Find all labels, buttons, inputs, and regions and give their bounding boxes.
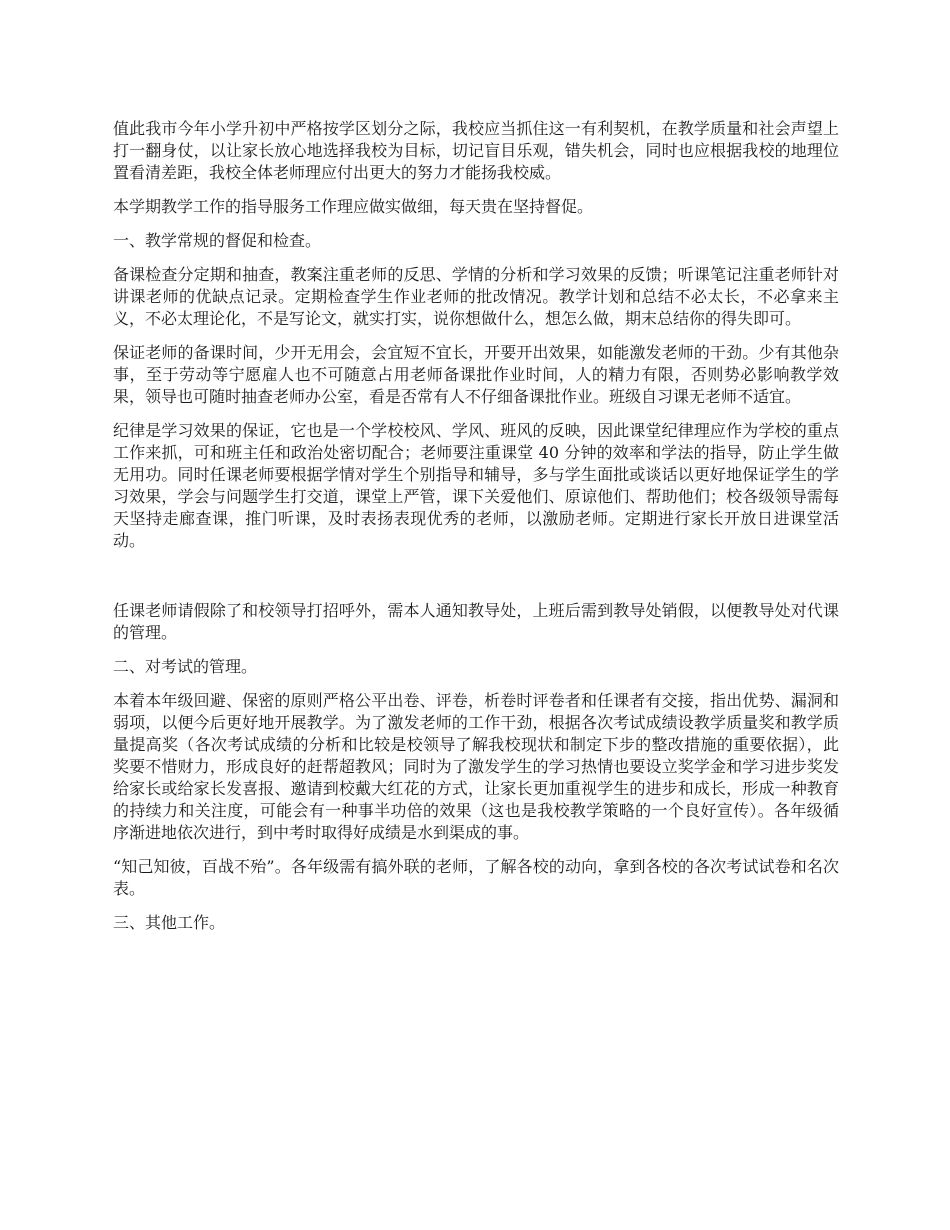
blank-gap	[113, 564, 839, 600]
paragraph-exam-management: 本着本年级回避、保密的原则严格公平出卷、评卷，析卷时评卷者和任课者有交接，指出优势、漏洞和弱项，以便今后更好地开展教学。为了激发老师的工作干劲，根据各次考试成绩设教学质量奖和教学质量提高奖（各次考试成绩的分析和比较是校领导了解我校现状和制定下步的整改措施的重要依据），此奖要不惜财力，形成良好的赶帮超教风；同时为了激发学生的学习热情也要设立奖学金和学习进步奖发给家长或给家长发喜报、邀请到校戴大红花的方式，让家长更加重视学生的进步和成长，形成一种教育的持续力和关注度，可能会有一种事半功倍的效果（这也是我校教学策略的一个良好宣传）。各年级循序渐进地依次进行，到中考时取得好成绩是水到渠成的事。	[113, 691, 839, 842]
paragraph-discipline: 纪律是学习效果的保证，它也是一个学校校风、学风、班风的反映，因此课堂纪律理应作为学校的重点工作来抓，可和班主任和政治处密切配合；老师要注重课堂 40 分钟的效率和学法的指导，防止学生做无用功。同时任课老师要根据学情对学生个别指导和辅导，多与学生面批或谈话以更好地保证学生的学习效果，学会与问题学生打交道，课堂上严管，课下关爱他们、原谅他们、帮助他们；校各级领导需每天坚持走廊查课，推门听课，及时表扬表现优秀的老师，以激励老师。定期进行家长开放日进课堂活动。	[113, 421, 839, 550]
paragraph-prep-time: 保证老师的备课时间，少开无用会，会宜短不宜长，开要开出效果，如能激发老师的干劲。少有其他杂事，至于劳动等宁愿雇人也不可随意占用老师备课批作业时间，人的精力有限，否则势必影响教学效果，领导也可随时抽查老师办公室，看是否常有人不仔细备课批作业。班级自习课无老师不适宜。	[113, 343, 839, 406]
section-heading-3: 三、其他工作。	[113, 913, 226, 932]
paragraph-lesson-check: 备课检查分定期和抽查，教案注重老师的反思、学情的分析和学习效果的反馈；听课笔记注重老师针对讲课老师的优缺点记录。定期检查学生作业老师的批改情况。教学计划和总结不必太长，不必拿来主义，不必太理论化，不是写论文，就实打实，说你想做什么，想怎么做，期末总结你的得失即可。	[113, 265, 839, 328]
section-heading-1: 一、教学常规的督促和检查。	[113, 231, 322, 250]
paragraph-leave: 任课老师请假除了和校领导打招呼外，需本人通知教导处，上班后需到教导处销假，以便教导处对代课的管理。	[113, 601, 839, 642]
paragraph-guidance: 本学期教学工作的指导服务工作理应做实做细，每天贵在坚持督促。	[113, 197, 594, 216]
paragraph-know-yourself: “知己知彼，百战不殆”。各年级需有搞外联的老师，了解各校的动向，拿到各校的各次考试试卷和名次表。	[113, 857, 839, 898]
paragraph-intro: 值此我市今年小学升初中严格按学区划分之际，我校应当抓住这一有利契机，在教学质量和社会声望上打一翻身仗，以让家长放心地选择我校为目标，切记盲目乐观，错失机会，同时也应根据我校的地理位置看清差距，我校全体老师理应付出更大的努力才能扬我校威。	[113, 119, 839, 182]
section-heading-2: 二、对考试的管理。	[113, 657, 258, 676]
document-page	[113, 118, 839, 946]
